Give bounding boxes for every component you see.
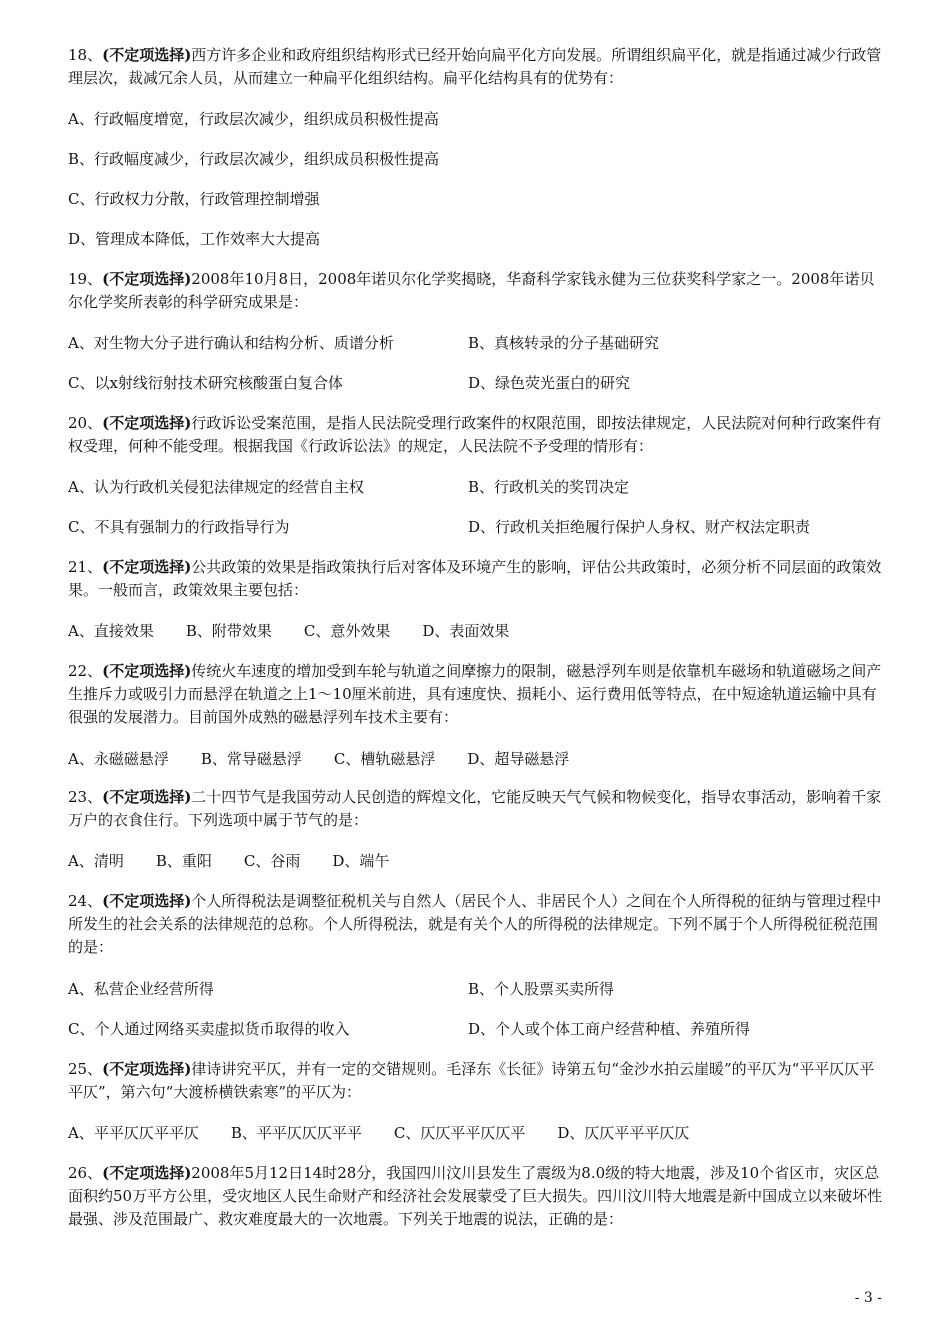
question-text: 西方许多企业和政府组织结构形式已经开始向扁平化方向发展。所谓组织扁平化，就是指通过减少行政管理层次，裁减冗余人员，从而建立一种扁平化组织结构。扁平化结构具有的优势有：: [68, 46, 882, 87]
question-20: [68, 412, 883, 458]
question-text: 公共政策的效果是指政策执行后对客体及环境产生的影响，评估公共政策时，必须分析不同层面的政策效果。一般而言，政策效果主要包括：: [68, 558, 882, 599]
option-c: C、仄仄平平仄仄平: [393, 1124, 526, 1142]
question-21: [68, 556, 883, 602]
option-row: [68, 332, 659, 354]
question-type-tag: (不定项选择): [102, 414, 192, 432]
question-number: 22、: [68, 662, 103, 680]
question-number: 26、: [68, 1164, 103, 1182]
question-number: 23、: [68, 788, 103, 806]
question-19: [68, 268, 883, 314]
question-22: [68, 660, 883, 729]
option-row: [68, 978, 614, 1000]
question-text: 行政诉讼受案范围，是指人民法院受理行政案件的权限范围，即按法律规定，人民法院对何种行政案件有权受理，何种不能受理。根据我国《行政诉讼法》的规定，人民法院不予受理的情形有：: [68, 414, 882, 455]
question-text: 2008年5月12日14时28分，我国四川汶川县发生了震级为8.0级的特大地震，涉及10个省区市，灾区总面积约50万平方公里，受灾地区人民生命财产和经济社会发展蒙受了巨大损失。四川汶川特大地震是新中国成立以来破坏性最强、涉及范围最广、救灾难度最大的一次地震。下列关于地震的说法，正确的是：: [68, 1164, 883, 1228]
option-b: B、个人股票买卖所得: [468, 980, 615, 998]
option-b: B、重阳: [155, 852, 212, 870]
option-b: B、行政机关的奖罚决定: [468, 478, 630, 496]
option-a: A、私营企业经营所得: [68, 980, 214, 998]
option-a: A、永磁磁悬浮: [68, 750, 169, 768]
question-24: [68, 890, 883, 959]
option-row: [68, 1018, 750, 1040]
question-type-tag: (不定项选择): [102, 270, 192, 288]
option-row: [68, 620, 541, 642]
option-a: A、直接效果: [68, 622, 154, 640]
question-text: 传统火车速度的增加受到车轮与轨道之间摩擦力的限制，磁悬浮列车则是依靠机车磁场和轨道磁场之间产生推斥力或吸引力而悬浮在轨道之上1～10厘米前进，具有速度快、损耗小、运行费用低等特点，在中短途轨道运输中具有很强的发展潜力。目前国外成熟的磁悬浮列车技术主要有：: [68, 662, 882, 726]
option-c: C、谷雨: [243, 852, 301, 870]
option-a: A、清明: [68, 852, 124, 870]
option-a: A、认为行政机关侵犯法律规定的经营自主权: [68, 478, 364, 496]
question-number: 24、: [68, 892, 103, 910]
question-type-tag: (不定项选择): [102, 46, 192, 64]
option-d: D、表面效果: [422, 622, 510, 640]
option-row: [68, 850, 421, 872]
page-number: - 3 -: [854, 1290, 882, 1306]
question-type-tag: (不定项选择): [102, 892, 192, 910]
option-c: C、行政权力分散，行政管理控制增强: [68, 190, 320, 208]
option-a: A、行政幅度增宽，行政层次减少，组织成员积极性提高: [68, 110, 439, 128]
option-c: C、槽轨磁悬浮: [333, 750, 436, 768]
question-number: 18、: [68, 46, 103, 64]
question-type-tag: (不定项选择): [102, 788, 192, 806]
question-type-tag: (不定项选择): [102, 1164, 192, 1182]
option-d: D、管理成本降低，工作效率大大提高: [68, 230, 321, 248]
option-a: A、对生物大分子进行确认和结构分析、质谱分析: [68, 334, 394, 352]
question-text: 2008年10月8日，2008年诺贝尔化学奖揭晓，华裔科学家钱永健为三位获奖科学家之一。2008年诺贝尔化学奖所表彰的科学研究成果是：: [68, 270, 875, 311]
option-d: D、超导磁悬浮: [467, 750, 570, 768]
question-18: [68, 44, 883, 90]
option-b: B、附带效果: [185, 622, 272, 640]
option-d: D、端午: [332, 852, 390, 870]
question-number: 19、: [68, 270, 103, 288]
option-d: D、个人或个体工商户经营种植、养殖所得: [468, 1020, 751, 1038]
option-d: D、行政机关拒绝履行保护人身权、财产权法定职责: [468, 518, 811, 536]
option-row: [68, 476, 629, 498]
option-b: B、行政幅度减少，行政层次减少，组织成员积极性提高: [68, 150, 440, 168]
question-number: 21、: [68, 558, 103, 576]
option-b: B、真核转录的分子基础研究: [468, 334, 660, 352]
option-b: B、平平仄仄仄平平: [230, 1124, 362, 1142]
option-c: C、个人通过网络买卖虚拟货币取得的收入: [68, 1020, 350, 1038]
option-row: [68, 748, 601, 770]
option-a: A、平平仄仄平平仄: [68, 1124, 199, 1142]
option-row: [68, 516, 810, 538]
question-text: 二十四节气是我国劳动人民创造的辉煌文化，它能反映天气气候和物候变化，指导农事活动，影响着千家万户的衣食住行。下列选项中属于节气的是：: [68, 788, 882, 829]
question-23: [68, 786, 883, 832]
option-d: D、仄仄平平平仄仄: [557, 1124, 690, 1142]
question-25: [68, 1058, 883, 1104]
question-26: [68, 1162, 883, 1231]
question-type-tag: (不定项选择): [102, 662, 192, 680]
question-number: 25、: [68, 1060, 103, 1078]
option-row: [68, 372, 630, 394]
option-c: C、以x射线衍射技术研究核酸蛋白复合体: [68, 374, 343, 392]
question-type-tag: (不定项选择): [102, 1060, 192, 1078]
option-d: D、绿色荧光蛋白的研究: [468, 374, 631, 392]
question-number: 20、: [68, 414, 103, 432]
option-c: C、不具有强制力的行政指导行为: [68, 518, 290, 536]
question-text: 个人所得税法是调整征税机关与自然人（居民个人、非居民个人）之间在个人所得税的征纳与管理过程中所发生的社会关系的法律规范的总称。个人所得税法，就是有关个人的所得税的法律规定。下列不属于个人所得税征税范围的是：: [68, 892, 882, 956]
question-text: 律诗讲究平仄，并有一定的交错规则。毛泽东《长征》诗第五句“金沙水拍云崖暖”的平仄为“平平仄仄平平仄”，第六句“大渡桥横铁索寒”的平仄为：: [68, 1060, 875, 1101]
question-type-tag: (不定项选择): [102, 558, 192, 576]
option-row: [68, 1122, 721, 1144]
option-c: C、意外效果: [303, 622, 391, 640]
option-b: B、常导磁悬浮: [200, 750, 302, 768]
